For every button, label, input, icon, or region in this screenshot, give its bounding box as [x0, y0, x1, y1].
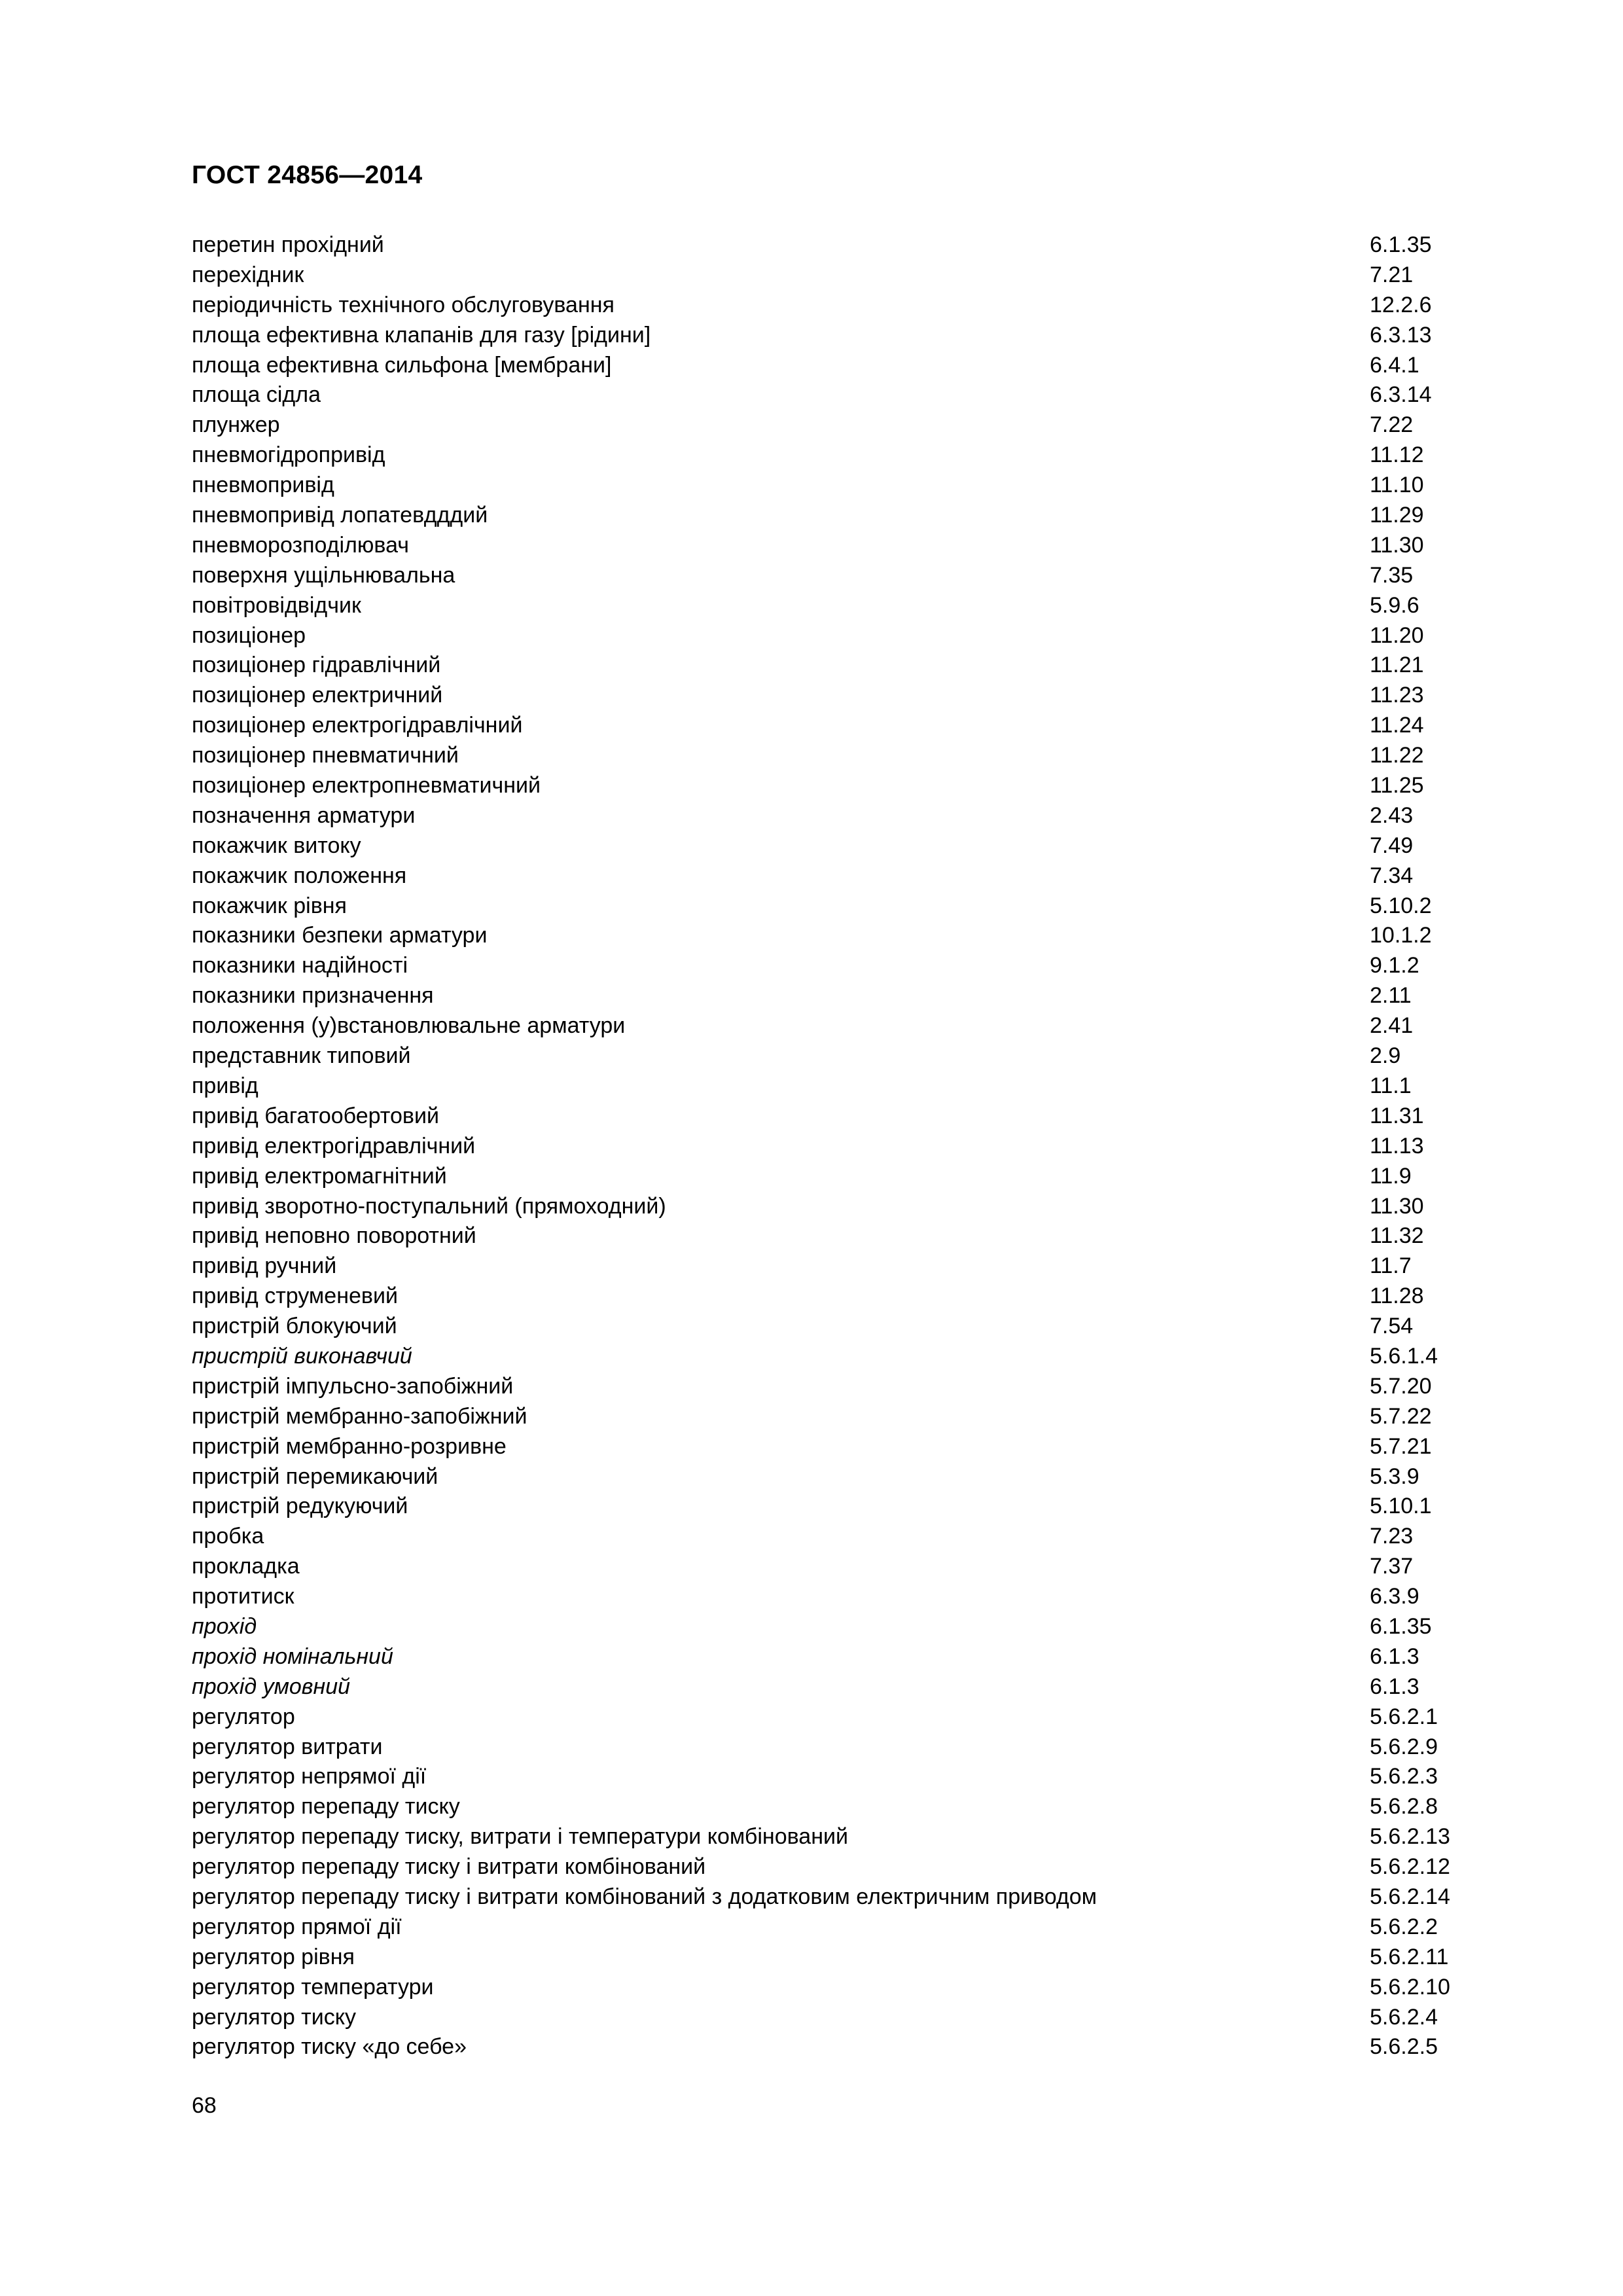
index-reference: 2.41 [1370, 1013, 1414, 1039]
index-term: регулятор [192, 1704, 295, 1729]
index-reference: 11.32 [1370, 1223, 1424, 1249]
index-reference: 5.6.2.3 [1370, 1764, 1438, 1789]
index-entry [192, 1221, 1468, 1251]
index-reference: 5.7.22 [1370, 1403, 1432, 1429]
index-reference: 2.11 [1370, 983, 1412, 1009]
index-entry [192, 1702, 1468, 1732]
index-term: позиціонер електрогідравлічний [192, 713, 523, 738]
index-term: протитиск [192, 1584, 294, 1609]
index-term: регулятор рівня [192, 1944, 355, 1969]
index-reference: 5.6.2.12 [1370, 1854, 1450, 1880]
index-term: представник типовий [192, 1043, 411, 1069]
index-entry [192, 1582, 1468, 1612]
index-entry [192, 741, 1468, 771]
index-entry [192, 711, 1468, 741]
index-term: привід ручний [192, 1253, 337, 1279]
index-entry [192, 1162, 1468, 1192]
index-term: привід електромагнітний [192, 1163, 447, 1189]
index-entry [192, 1192, 1468, 1222]
index-reference: 11.9 [1370, 1163, 1412, 1189]
index-reference: 5.7.21 [1370, 1433, 1432, 1459]
index-term: привід неповно поворотний [192, 1223, 476, 1249]
index-reference: 2.43 [1370, 802, 1414, 828]
index-reference: 11.10 [1370, 473, 1424, 498]
index-term: повітровідвідчик [192, 592, 361, 618]
index-entry [192, 1732, 1468, 1763]
index-entry [192, 1642, 1468, 1672]
index-term: показники призначення [192, 983, 434, 1009]
index-entry [192, 831, 1468, 861]
index-reference: 5.6.2.10 [1370, 1974, 1450, 2000]
index-entry [192, 1462, 1468, 1492]
index-reference: 11.25 [1370, 773, 1424, 798]
index-entry [192, 1612, 1468, 1642]
index-term: позиціонер [192, 622, 306, 648]
index-reference: 5.9.6 [1370, 592, 1419, 618]
index-reference: 5.6.1.4 [1370, 1343, 1438, 1369]
index-entry [192, 1041, 1468, 1071]
index-entry [192, 230, 1468, 260]
index-entry [192, 1912, 1468, 1943]
index-reference: 11.28 [1370, 1283, 1424, 1309]
index-reference: 5.6.2.4 [1370, 2004, 1438, 2030]
index-term: пневмогідропривід [192, 442, 385, 468]
index-term: регулятор температури [192, 1974, 434, 2000]
index-reference: 11.20 [1370, 622, 1424, 648]
index-reference: 7.49 [1370, 833, 1414, 858]
index-entry [192, 1822, 1468, 1852]
index-reference: 6.1.35 [1370, 1613, 1432, 1639]
index-entry [192, 951, 1468, 981]
index-entry [192, 561, 1468, 591]
index-term: привід [192, 1073, 259, 1098]
index-entry [192, 1432, 1468, 1462]
index-term: пневмопривід лопатевдддий [192, 503, 488, 528]
index-term: пристрій редукуючий [192, 1494, 408, 1519]
index-entry [192, 501, 1468, 531]
index-entry [192, 1251, 1468, 1282]
index-entry [192, 1011, 1468, 1041]
index-reference: 6.4.1 [1370, 352, 1419, 378]
index-entry [192, 1882, 1468, 1912]
index-reference: 7.54 [1370, 1314, 1414, 1339]
index-reference: 5.6.2.2 [1370, 1914, 1438, 1939]
index-entry [192, 1132, 1468, 1162]
index-term: плунжер [192, 412, 280, 438]
index-term: регулятор тиску [192, 2004, 356, 2030]
index-entry [192, 1852, 1468, 1882]
index-entry [192, 1672, 1468, 1702]
index-term: регулятор непрямої дії [192, 1764, 427, 1789]
index-term: покажчик рівня [192, 893, 347, 918]
index-entry [192, 591, 1468, 621]
index-reference: 10.1.2 [1370, 923, 1432, 948]
index-reference: 5.3.9 [1370, 1463, 1419, 1489]
index-term: позначення арматури [192, 802, 416, 828]
index-reference: 5.7.20 [1370, 1373, 1432, 1399]
index-reference: 5.10.1 [1370, 1494, 1432, 1519]
index-term: привід багатообертовий [192, 1103, 439, 1128]
index-term: позиціонер електричний [192, 683, 443, 708]
index-entry [192, 1342, 1468, 1372]
index-entry [192, 771, 1468, 801]
index-term: прохід номінальний [192, 1643, 393, 1669]
index-entry [192, 440, 1468, 471]
index-entry [192, 981, 1468, 1011]
index-reference: 11.12 [1370, 442, 1424, 468]
term-index-list [192, 230, 1468, 2062]
index-entry [192, 471, 1468, 501]
index-term: покажчик витоку [192, 833, 361, 858]
index-entry [192, 531, 1468, 561]
index-entry [192, 1071, 1468, 1102]
index-term: пристрій блокуючий [192, 1314, 397, 1339]
index-term: позиціонер пневматичний [192, 743, 459, 768]
index-term: прохід умовний [192, 1674, 351, 1699]
index-term: прохід [192, 1613, 257, 1639]
index-reference: 11.24 [1370, 713, 1424, 738]
index-entry [192, 921, 1468, 951]
index-term: позиціонер гідравлічний [192, 653, 441, 678]
index-reference: 5.6.2.1 [1370, 1704, 1438, 1729]
index-term: перетин прохідний [192, 232, 384, 257]
index-term: покажчик положення [192, 863, 407, 888]
index-reference: 5.10.2 [1370, 893, 1432, 918]
index-term: періодичність технічного обслуговування [192, 292, 615, 317]
index-entry [192, 2003, 1468, 2033]
index-entry [192, 621, 1468, 651]
index-entry [192, 1372, 1468, 1402]
index-reference: 7.23 [1370, 1524, 1414, 1549]
index-term: площа ефективна клапанів для газу [рідини] [192, 322, 651, 348]
index-term: регулятор перепаду тиску [192, 1794, 460, 1820]
index-reference: 7.21 [1370, 262, 1414, 287]
index-term: регулятор перепаду тиску, витрати і температури комбінований [192, 1824, 848, 1850]
index-term: пристрій перемикаючий [192, 1463, 438, 1489]
index-entry [192, 291, 1468, 321]
index-reference: 7.37 [1370, 1554, 1414, 1579]
index-entry [192, 351, 1468, 381]
index-entry [192, 1552, 1468, 1582]
index-reference: 5.6.2.11 [1370, 1944, 1449, 1969]
index-reference: 11.21 [1370, 653, 1424, 678]
index-entry [192, 1762, 1468, 1792]
index-entry [192, 681, 1468, 711]
index-entry [192, 1102, 1468, 1132]
index-reference: 11.22 [1370, 743, 1424, 768]
index-reference: 11.23 [1370, 683, 1424, 708]
index-reference: 6.1.3 [1370, 1674, 1419, 1699]
index-entry [192, 801, 1468, 831]
index-entry [192, 651, 1468, 681]
index-entry [192, 1792, 1468, 1822]
index-entry [192, 321, 1468, 351]
index-term: поверхня ущільнювальна [192, 562, 455, 588]
index-entry [192, 380, 1468, 410]
index-term: показники безпеки арматури [192, 923, 488, 948]
index-term: регулятор тиску «до себе» [192, 2034, 467, 2060]
index-reference: 5.6.2.5 [1370, 2034, 1438, 2060]
index-reference: 6.3.14 [1370, 382, 1432, 408]
index-reference: 11.7 [1370, 1253, 1412, 1279]
index-entry [192, 1973, 1468, 2003]
index-entry [192, 1522, 1468, 1552]
index-term: положення (у)встановлювальне арматури [192, 1013, 626, 1039]
index-reference: 6.3.9 [1370, 1584, 1419, 1609]
index-reference: 11.31 [1370, 1103, 1424, 1128]
index-entry [192, 1492, 1468, 1522]
index-term: площа сідла [192, 382, 321, 408]
index-reference: 11.30 [1370, 1193, 1424, 1219]
index-term: регулятор перепаду тиску і витрати комбінований з додатковим електричним приводом [192, 1884, 1097, 1909]
index-term: перехідник [192, 262, 304, 287]
index-reference: 11.29 [1370, 503, 1424, 528]
index-term: пристрій імпульсно-запобіжний [192, 1373, 514, 1399]
index-reference: 11.1 [1370, 1073, 1412, 1098]
index-term: регулятор перепаду тиску і витрати комбінований [192, 1854, 706, 1880]
index-reference: 12.2.6 [1370, 292, 1432, 317]
index-term: позиціонер електропневматичний [192, 773, 541, 798]
index-reference: 11.13 [1370, 1133, 1424, 1158]
index-term: пневморозподілювач [192, 532, 409, 558]
index-reference: 5.6.2.14 [1370, 1884, 1450, 1909]
index-entry [192, 1402, 1468, 1432]
index-term: привід зворотно-поступальний (прямоходний) [192, 1193, 666, 1219]
index-term: регулятор прямої дії [192, 1914, 402, 1939]
index-entry [192, 891, 1468, 922]
index-reference: 2.9 [1370, 1043, 1401, 1069]
index-term: прокладка [192, 1554, 300, 1579]
index-reference: 6.1.35 [1370, 232, 1432, 257]
index-reference: 7.22 [1370, 412, 1414, 438]
index-term: показники надійності [192, 953, 408, 978]
index-term: пристрій мембранно-запобіжний [192, 1403, 527, 1429]
index-term: привід струменевий [192, 1283, 398, 1309]
index-reference: 11.30 [1370, 532, 1424, 558]
index-entry [192, 861, 1468, 891]
index-term: привід електрогідравлічний [192, 1133, 476, 1158]
index-reference: 5.6.2.8 [1370, 1794, 1438, 1820]
page-number: 68 [192, 2093, 217, 2118]
index-entry [192, 1282, 1468, 1312]
index-term: регулятор витрати [192, 1734, 383, 1759]
index-term: пристрій мембранно-розривне [192, 1433, 507, 1459]
index-term: пробка [192, 1524, 264, 1549]
index-reference: 5.6.2.9 [1370, 1734, 1438, 1759]
index-term: пневмопривід [192, 473, 334, 498]
index-reference: 5.6.2.13 [1370, 1824, 1450, 1850]
index-reference: 7.35 [1370, 562, 1414, 588]
index-entry [192, 410, 1468, 440]
index-term: пристрій виконавчий [192, 1343, 412, 1369]
index-reference: 6.3.13 [1370, 322, 1432, 348]
index-reference: 6.1.3 [1370, 1643, 1419, 1669]
index-entry [192, 1312, 1468, 1342]
index-entry [192, 1943, 1468, 1973]
index-reference: 7.34 [1370, 863, 1414, 888]
index-entry [192, 2032, 1468, 2062]
index-entry [192, 260, 1468, 291]
document-header: ГОСТ 24856—2014 [192, 161, 423, 189]
index-term: площа ефективна сильфона [мембрани] [192, 352, 612, 378]
index-reference: 9.1.2 [1370, 953, 1419, 978]
